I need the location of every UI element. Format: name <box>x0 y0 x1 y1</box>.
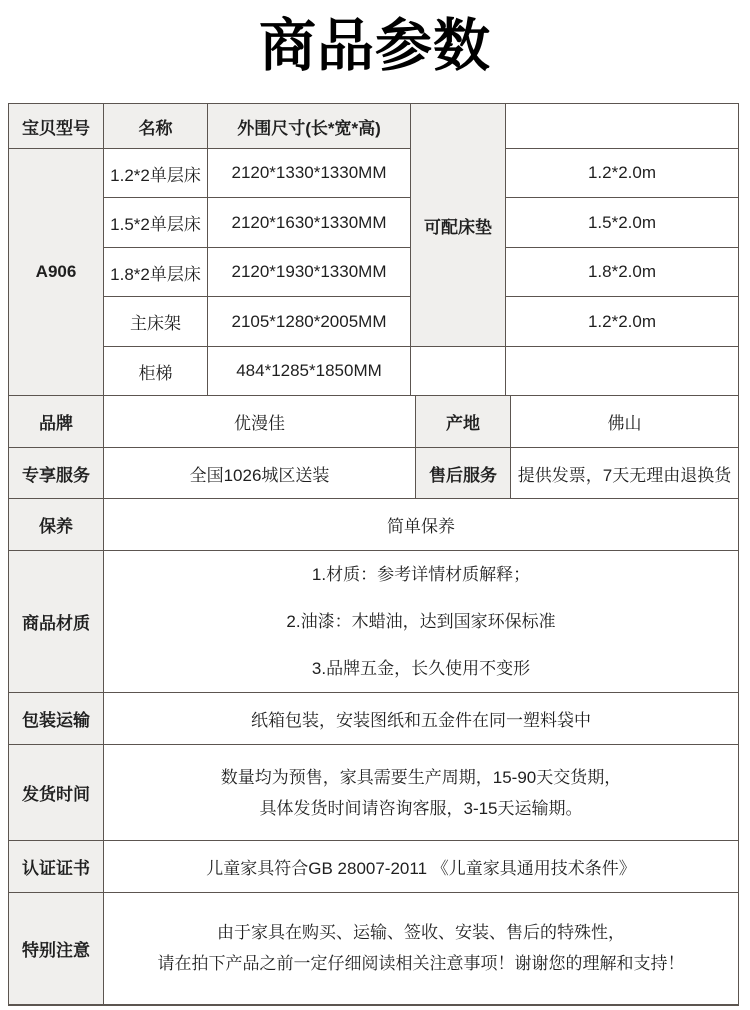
spec-mattress-cell: 1.2*2.0m <box>506 149 739 198</box>
spec-size-cell: 484*1285*1850MM <box>208 347 411 396</box>
certification-label-cell: 认证证书 <box>9 841 104 893</box>
packing-label-cell: 包装运输 <box>9 693 104 745</box>
origin-label-cell: 产地 <box>416 396 511 448</box>
service-row <box>9 448 739 499</box>
brand-label-cell: 品牌 <box>9 396 104 448</box>
origin-value-cell: 佛山 <box>511 396 739 448</box>
spec-mattress-cell: 1.2*2.0m <box>506 297 739 347</box>
aftersale-label-cell: 售后服务 <box>416 448 511 499</box>
brand-origin-row <box>9 396 739 448</box>
aftersale-value-cell: 提供发票，7天无理由退换货 <box>511 448 739 499</box>
spec-header-row <box>9 104 739 149</box>
care-label-cell: 保养 <box>9 499 104 551</box>
notice-line-1: 由于家具在购买、运输、签收、安装、售后的特殊性， <box>217 923 625 943</box>
spec-row <box>9 149 739 198</box>
model-value-cell: A906 <box>9 149 104 396</box>
packing-row <box>9 693 739 745</box>
spec-row <box>9 347 739 396</box>
service-label-cell: 专享服务 <box>9 448 104 499</box>
service-value-cell: 全国1026城区送装 <box>104 448 416 499</box>
material-line-3: 3.品牌五金，长久使用不变形 <box>311 659 531 678</box>
header-name-cell: 名称 <box>104 104 208 149</box>
spec-name-cell: 主床架 <box>104 297 208 347</box>
spec-row <box>9 248 739 297</box>
header-model-cell: 宝贝型号 <box>9 104 104 149</box>
material-line-1: 1.材质：参考详情材质解释； <box>311 565 531 584</box>
material-row <box>9 551 739 693</box>
delivery-value-cell <box>104 745 739 841</box>
certification-value-cell: 儿童家具符合GB 28007-2011 《儿童家具通用技术条件》 <box>104 841 739 893</box>
delivery-line-1: 数量均为预售，家具需要生产周期，15-90天交货期， <box>220 767 622 787</box>
spec-size-cell: 2120*1330*1330MM <box>208 149 411 198</box>
brand-value-cell: 优漫佳 <box>104 396 416 448</box>
mattress-empty-cell <box>411 347 506 396</box>
material-value-cell <box>104 551 739 693</box>
mattress-size-empty-cell <box>506 347 739 396</box>
spec-name-cell: 1.2*2单层床 <box>104 149 208 198</box>
spec-size-cell: 2120*1930*1330MM <box>208 248 411 297</box>
packing-value-cell: 纸箱包装，安装图纸和五金件在同一塑料袋中 <box>104 693 739 745</box>
spec-mattress-cell: 1.5*2.0m <box>506 198 739 248</box>
spec-name-cell: 柜梯 <box>104 347 208 396</box>
spec-name-cell: 1.8*2单层床 <box>104 248 208 297</box>
notice-label-cell: 特别注意 <box>9 893 104 1005</box>
spec-row <box>9 198 739 248</box>
delivery-label-cell: 发货时间 <box>9 745 104 841</box>
spec-mattress-cell: 1.8*2.0m <box>506 248 739 297</box>
spec-size-cell: 2105*1280*2005MM <box>208 297 411 347</box>
notice-value-cell <box>104 893 739 1005</box>
care-value-cell: 简单保养 <box>104 499 739 551</box>
delivery-line-2: 具体发货时间请咨询客服，3-15天运输期。 <box>259 798 583 818</box>
notice-row <box>9 893 739 1005</box>
spec-size-cell: 2120*1630*1330MM <box>208 198 411 248</box>
spec-name-cell: 1.5*2单层床 <box>104 198 208 248</box>
material-label-cell: 商品材质 <box>9 551 104 693</box>
notice-line-2: 请在拍下产品之前一定仔细阅读相关注意事项！谢谢您的理解和支持！ <box>157 954 685 974</box>
spec-row <box>9 297 739 347</box>
product-parameters-table <box>8 103 739 1006</box>
care-row <box>9 499 739 551</box>
page-title: 商品参数 <box>259 14 491 78</box>
delivery-row <box>9 745 739 841</box>
mattress-label-cell: 可配床垫 <box>411 104 506 347</box>
material-line-2: 2.油漆：木蜡油，达到国家环保标准 <box>286 612 556 631</box>
mattress-header-empty-cell <box>506 104 739 149</box>
certification-row <box>9 841 739 893</box>
header-size-cell: 外围尺寸(长*宽*高) <box>208 104 411 149</box>
